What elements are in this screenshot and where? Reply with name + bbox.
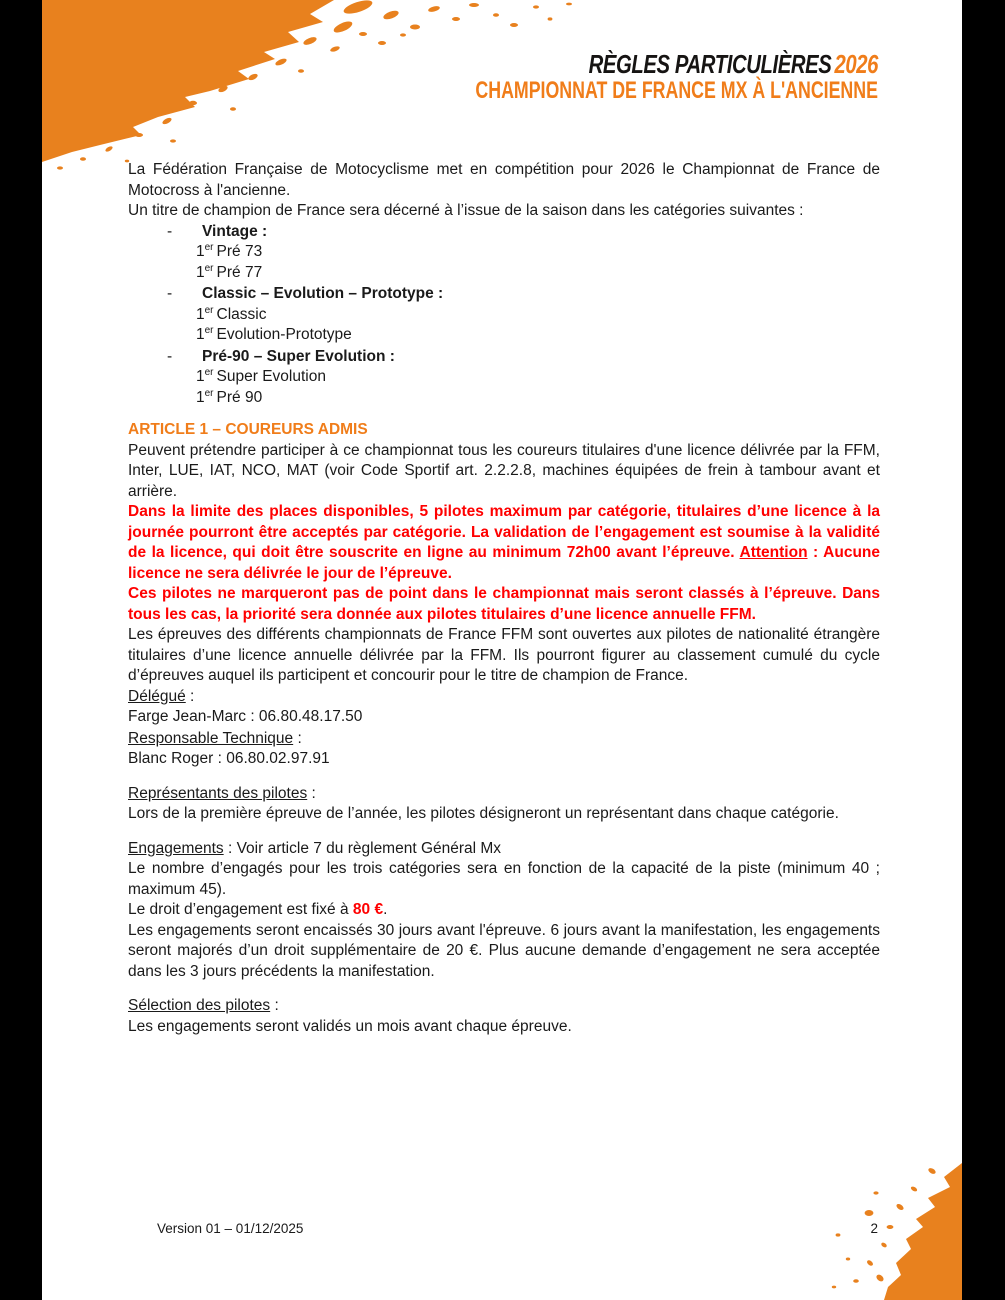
item-rank-suffix: er [204,262,214,274]
engagements-payment-text: Les engagements seront encaissés 30 jours avant l'épreuve. 6 jours avant la manifestation, les engagements seront majorés d’un droit supplémentaire de 20 €. Plus aucune demande d’engagement ne sera acceptée dans les 3 jours précédents la manifestation. [128,921,880,980]
item-rank: 1 [196,243,205,260]
engagements-label: Engagements [128,839,224,857]
document-footer [157,1221,878,1236]
article-1-red-notice-1 [128,502,880,584]
document-title-year: 2026 [834,49,878,79]
category-title: Classic – Evolution – Prototype : [202,285,444,302]
technical-label-line [128,729,880,750]
colon: : [307,784,316,802]
article-1-paragraph-2: Les épreuves des différents championnats de France FFM sont ouvertes aux pilotes de nationalité étrangère titulaires d’une licence annuelle délivrée par la FFM. Ils pourront figurer au classement cumulé du cycle d’épreuves auquel ils participent et concourir pour le titre de champion de France. [128,626,880,684]
colon: : [270,997,279,1014]
intro-paragraph-2: Un titre de champion de France sera décerné à l’issue de la saison dans les catégories suivantes : [128,202,804,219]
attention-label: Attention [739,544,808,561]
technical-contact: Blanc Roger : 06.80.02.97.91 [128,750,330,767]
category-item [128,367,880,388]
category-title: Pré-90 – Super Evolution : [202,347,395,365]
item-rank: 1 [196,305,205,323]
category-item [128,263,880,284]
categories-list [128,222,880,409]
item-label: Pré 90 [216,388,263,406]
delegate-label: Délégué [128,687,186,705]
list-dash: - [167,285,173,302]
category-classic-evolution-prototype [128,284,880,346]
article-1-heading: ARTICLE 1 – COUREURS ADMIS [128,421,368,438]
delegate-contact: Farge Jean-Marc : 06.80.48.17.50 [128,708,363,725]
item-label: Evolution-Prototype [216,326,352,343]
representatives-label: Représentants des pilotes [128,784,308,802]
fee-prefix: Le droit d’engagement est fixé à [128,901,353,918]
item-rank-suffix: er [204,387,214,399]
item-rank-suffix: er [204,304,214,316]
representatives-text: Lors de la première épreuve de l’année, les pilotes désigneront un représentant dans chaque catégorie. [128,805,839,822]
list-dash: - [167,222,173,240]
colon: : [185,687,195,705]
version-label: Version 01 – 01/12/2025 [157,1221,304,1236]
category-item [128,388,880,409]
item-rank: 1 [196,326,205,343]
engagements-reference: : Voir article 7 du règlement Général Mx [223,839,502,857]
document-page [42,0,962,1300]
item-label: Classic [216,305,267,323]
category-item [128,325,880,346]
bottom-right-paint-splash-icon [772,1135,962,1300]
article-1-paragraph-1: Peuvent prétendre participer à ce championnat tous les coureurs titulaires d'une licence délivrée par la FFM, Inter, LUE, IAT, NCO, MAT (voir Code Sportif art. 2.2.2.8, machines équipées de frein à tambour avant et arrière. [128,441,880,500]
selection-text: Les engagements seront validés un mois avant chaque épreuve. [128,1017,572,1035]
category-item [128,242,880,263]
category-title: Vintage : [202,222,268,240]
fee-amount: 80 € [352,901,384,918]
item-label: Super Evolution [216,368,326,385]
document-subtitle: CHAMPIONNAT DE FRANCE MX À L'ANCIENNE [475,77,878,104]
item-rank: 1 [196,388,205,406]
engagements-line [128,839,880,860]
item-rank-suffix: er [204,241,214,253]
item-rank-suffix: er [204,324,214,336]
document-title-text: RÈGLES PARTICULIÈRES [588,49,832,79]
delegate-label-line [128,687,880,708]
fee-suffix: . [383,901,388,918]
representatives-label-line [128,784,880,805]
item-rank: 1 [196,263,205,281]
intro-paragraph-1: La Fédération Française de Motocyclisme met en compétition pour 2026 le Championnat de France de Motocross à l'ancienne. [128,161,880,199]
list-dash: - [167,347,173,365]
category-vintage [128,222,880,284]
article-1-red-notice-2: Ces pilotes ne marqueront pas de point dans le championnat mais seront classés à l’épreuve. Dans tous les cas, la priorité sera donnée aux pilotes titulaires d’une licence annuelle FFM. [128,585,880,623]
colon: : [293,729,302,747]
item-label: Pré 77 [216,263,263,281]
item-rank: 1 [196,368,205,385]
document-title [589,50,878,78]
engagement-fee-line [128,900,880,921]
page-number: 2 [870,1221,878,1236]
technical-manager-label: Responsable Technique [128,729,294,747]
document-header [334,50,878,103]
selection-label: Sélection des pilotes [128,997,271,1014]
item-rank-suffix: er [204,366,214,378]
red-notice-text: Dans la limite des places disponibles, 5 pilotes maximum par catégorie, titulaires d’une licence à la journée pourront être acceptés par catégorie. La validation de l’engagement est soumise à la validité de la licence, qui doit être souscrite en ligne au minimum 72h00 avant l’épreuve. [128,503,880,561]
selection-label-line [128,996,880,1017]
document-body [128,160,880,1037]
item-label: Pré 73 [216,243,263,260]
red-notice-text: : Aucune licence ne sera délivrée le jour de l’épreuve. [128,544,880,582]
category-pre90-super-evolution [128,347,880,409]
engagements-capacity-text: Le nombre d’engagés pour les trois catégories sera en fonction de la capacité de la piste (minimum 40 ; maximum 45). [128,860,880,898]
category-item [128,305,880,326]
